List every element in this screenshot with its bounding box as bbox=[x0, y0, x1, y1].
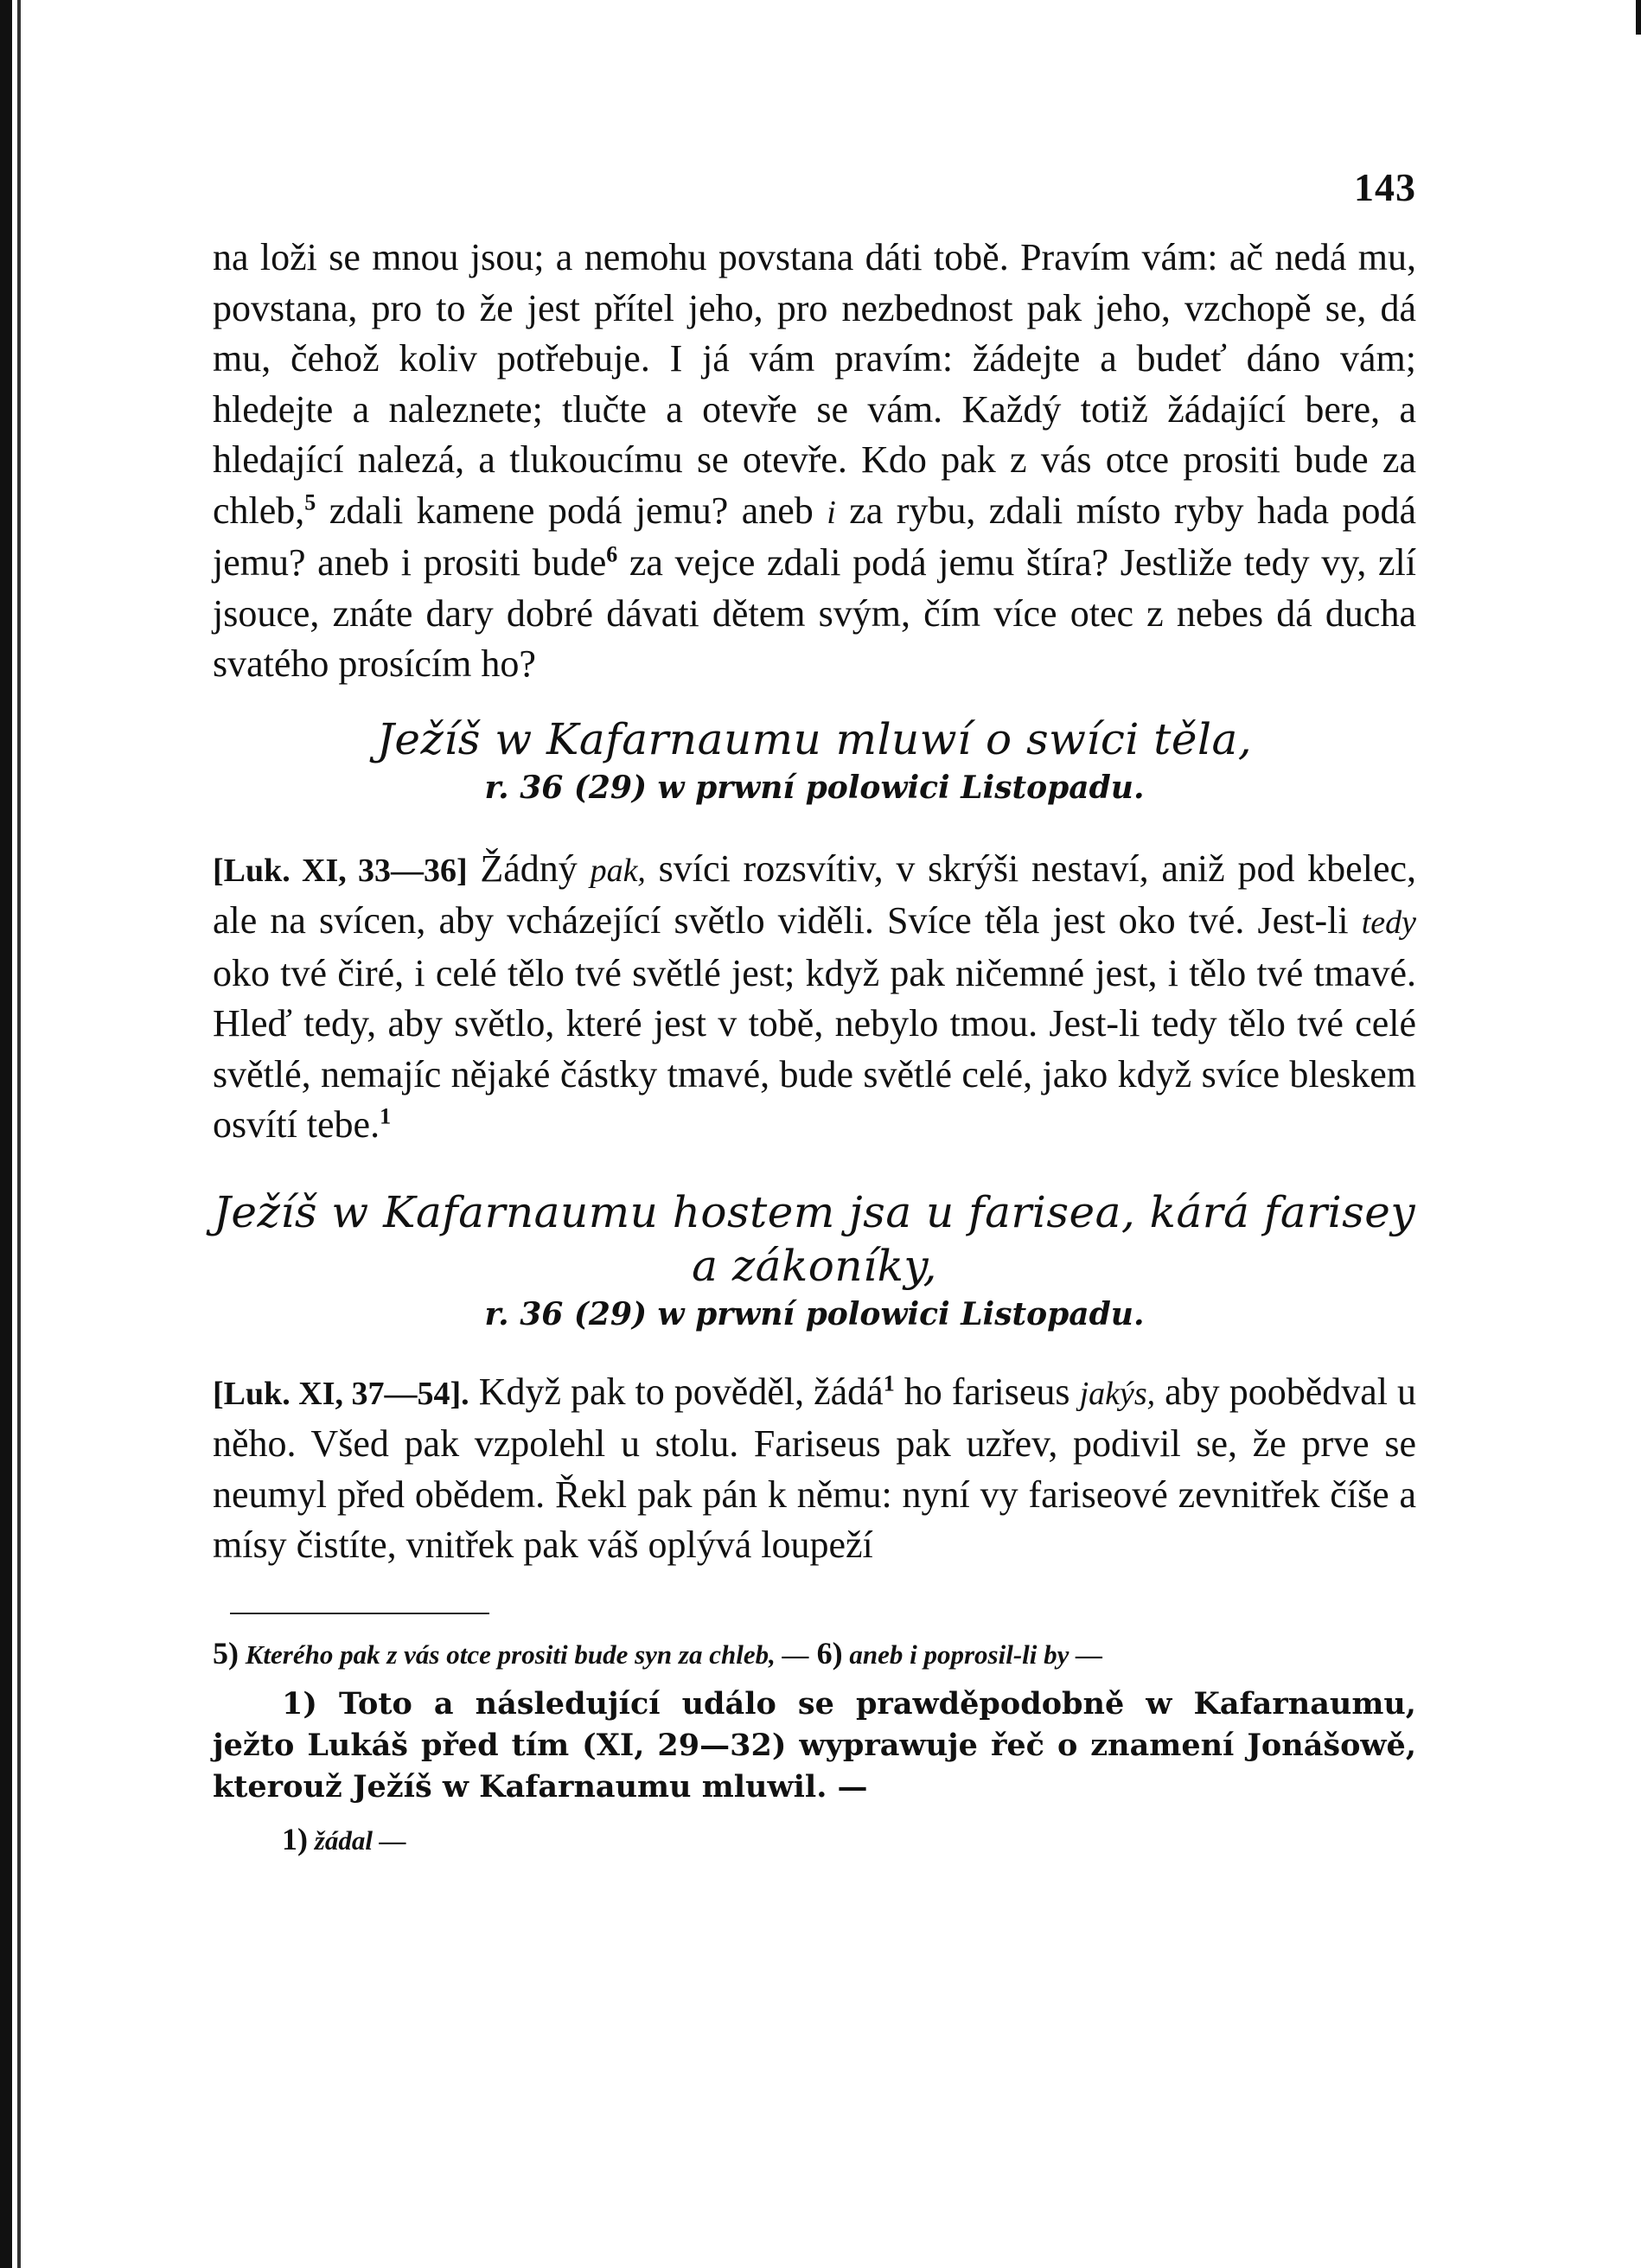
scan-left-edge-line bbox=[17, 0, 21, 2268]
footnote-ref-1: 1 bbox=[380, 1103, 392, 1129]
footnote-ref-5: 5 bbox=[304, 489, 316, 514]
section-heading-2 bbox=[213, 1185, 1416, 1336]
section-title-2b: a zákoníky, bbox=[692, 1240, 937, 1291]
footnote-1: 1) Toto a následující událo se prawděpodobně w Kafarnaumu, ježto Lukáš před tím (XI, 29—32) wyprawuje řeč o znamení Jonášowě, kterouž Ježíš w Kafarnaumu mluwil. — bbox=[213, 1685, 1416, 1805]
footnote-ref-1b: 1 bbox=[883, 1370, 895, 1396]
page-number: 143 bbox=[1354, 165, 1416, 209]
scripture-reference: [Luk. XI, 37—54]. bbox=[213, 1375, 469, 1412]
section-date-2: r. 36 (29) w prwní polowici Listopadu. bbox=[484, 1295, 1145, 1332]
scripture-reference: [Luk. XI, 33—36] bbox=[213, 852, 468, 889]
section-heading-1 bbox=[213, 712, 1416, 809]
section-title-2a: Ježíš w Kafarnaumu hostem jsa u farisea, kárá farisey bbox=[213, 1186, 1416, 1237]
footnote-divider bbox=[230, 1613, 489, 1614]
scan-left-edge bbox=[0, 0, 12, 2268]
footnote-1b: 1) žádal — bbox=[282, 1821, 406, 1856]
section-title-1: Ježíš w Kafarnaumu mluwí o swíci těla, bbox=[376, 713, 1253, 764]
section-date-1: r. 36 (29) w prwní polowici Listopadu. bbox=[484, 769, 1145, 806]
scan-right-edge bbox=[1636, 0, 1641, 35]
footnote-variants: 5) Kterého pak z vás otce prositi bude syn za chleb, — 6) aneb i poprosil-li by — bbox=[213, 1635, 1103, 1671]
paragraph-2: [Luk. XI, 33—36] Žádný pak, svíci rozsvítiv, v skrýši nestaví, aniž pod kbelec, ale na svícen, aby vcházející světlo viděli. Svíce těla jest oko tvé. Jest-li tedy oko tvé čiré, i celé tělo tvé světlé jest; když pak ničemné jest, i tělo tvé tmavé. Hleď tedy, aby světlo, které jest v tobě, nebylo tmou. Jest-li tedy tělo tvé celé světlé, nemajíc nějaké částky tmavé, bude světlé celé, jako když svíce bleskem osvítí tebe.$^1$ bbox=[213, 847, 1416, 1146]
paragraph-3: [Luk. XI, 37—54]. Když pak to pověděl, žádá$^1$ ho fariseus jakýs, aby poobědval u něho. Všed pak vzpolehl u stolu. Fariseus pak uzřev, podivil se, že prve se neumyl před obědem. Řekl pak pán k němu: nyní vy fariseové zevnitřek číše a mísy čistíte, vnitřek pak váš oplývá loupeží bbox=[213, 1370, 1416, 1566]
paragraph-1: na loži se mnou jsou; a nemohu povstana dáti tobě. Pravím vám: ač nedá mu, povstana, pro to že jest přítel jeho, pro nezbednost pak jeho, vzchopě se, dá mu, čehož koliv potřebuje. I já vám pravím: žádejte a budeť dáno vám; hledejte a naleznete; tlučte a otevře se vám. Každý totiž žádající bere, a hledající nalezá, a tlukoucímu se otevře. Kdo pak z vás otce prositi bude za chleb,$^5$ zdali kamene podá jemu? aneb i za rybu, zdali místo ryby hada podá jemu? aneb i prositi bude$^6$ za vejce zdali podá jemu štíra? Jestliže tedy vy, zlí jsouce, znáte dary dobré dávati dětem svým, čím více otec z nebes dá ducha svatého prosícím ho? bbox=[213, 236, 1416, 685]
book-page bbox=[213, 164, 1416, 1862]
footnote-ref-6: 6 bbox=[606, 541, 618, 567]
